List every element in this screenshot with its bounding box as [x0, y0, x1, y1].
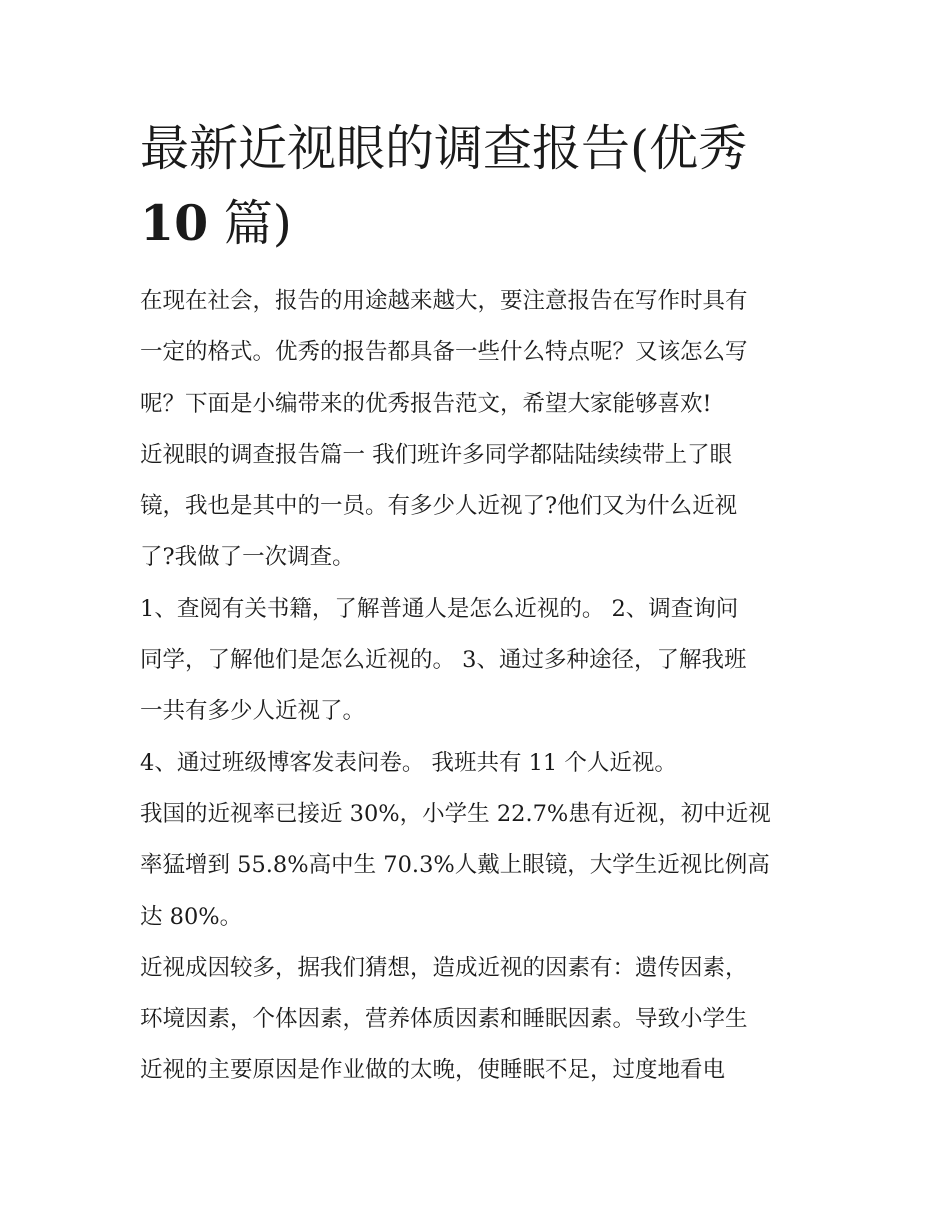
- paragraph-causes: 近视成因较多，据我们猜想，造成近视的因素有：遗传因素， 环境因素，个体因素，营养体质因素和睡眠因素。导致小学生 近视的主要原因是作业做的太晚，使睡眠不足，过度地看电: [140, 954, 748, 1084]
- title-line-1: 最新近视眼的调查报告(优秀: [140, 120, 748, 177]
- title-suffix: 篇): [208, 195, 292, 252]
- title-number: 10: [140, 194, 209, 252]
- paragraph-step-four: 4、通过班级博客发表问卷。 我班共有 11 个人近视。: [140, 749, 677, 776]
- paragraph-intro: 在现在社会，报告的用途越来越大，要注意报告在写作时具有 一定的格式。优秀的报告都具备一些什么特点呢？又该怎么写 呢？下面是小编带来的优秀报告范文，希望大家能够喜欢!: [140, 288, 748, 417]
- paragraph-report-one: 近视眼的调查报告篇一 我们班许多同学都陆陆续续带上了眼 镜，我也是其中的一员。有多少人近视了?他们又为什么近视 了?我做了一次调查。: [140, 441, 738, 571]
- document-title: [140, 112, 820, 261]
- paragraph-statistics: 我国的近视率已接近 30%，小学生 22.7%患有近视，初中近视 率猛增到 55.8%高中生 70.3%人戴上眼镜，大学生近视比例高 达 80%。: [140, 800, 771, 930]
- document-body: [140, 276, 820, 1097]
- paragraph-steps: 1、查阅有关书籍，了解普通人是怎么近视的。 2、调查询问 同学，了解他们是怎么近视的。 3、通过多种途径，了解我班 一共有多少人近视了。: [140, 595, 747, 725]
